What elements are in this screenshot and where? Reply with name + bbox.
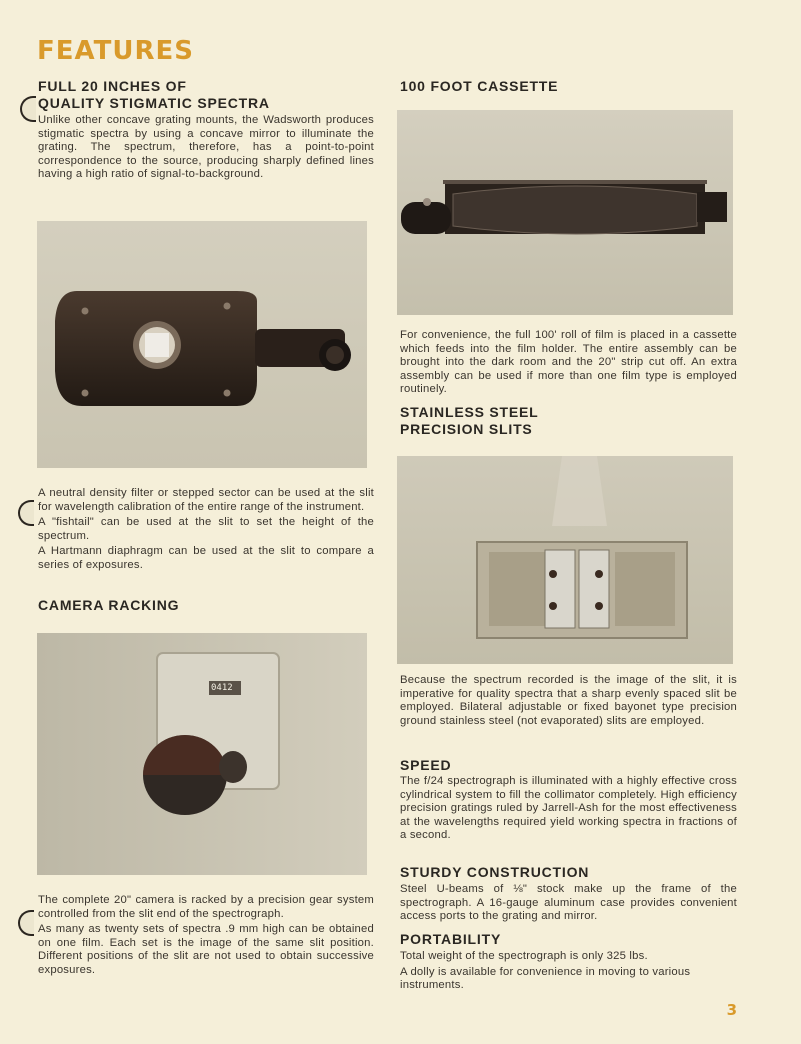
filter-paragraph: A "fishtail" can be used at the slit to set the height of the spectrum. (38, 516, 374, 542)
binder-hole (20, 96, 36, 122)
binder-hole (18, 500, 34, 526)
camera-racking-photo (37, 633, 367, 875)
camera-racking-illustration (37, 633, 367, 875)
slit-illustration (397, 456, 733, 664)
slits-body: Because the spectrum recorded is the image of the slit, it is imperative for quality spectra that a sharp evenly spaced slit be employed. Bilateral adjustable or fixed bayonet type precision ground stainless steel (not evaporated) slits are employed. (400, 674, 737, 727)
portability-paragraph: Total weight of the spectrograph is only 325 lbs. (400, 950, 648, 962)
cassette-body: For convenience, the full 100' roll of film is placed in a cassette which feeds into the film holder. The entire assembly can be brought into the dark room and the 20" strip cut off. An extra assembly can be used if more than one film type is employed routinely. (400, 329, 737, 396)
camera-paragraph: As many as twenty sets of spectra .9 mm high can be obtained on one film. Each set is the image of the same slit position. Different positions of the slit are not used to obtain successive exposures. (38, 923, 374, 976)
binder-hole (18, 910, 34, 936)
page-number: 3 (726, 1001, 737, 1019)
camera-heading: CAMERA RACKING (38, 597, 180, 613)
stigmatic-body: Unlike other concave grating mounts, the Wadsworth produces stigmatic spectra by using a concave mirror to illuminate the grating. The spectrum, therefore, has a point-to-point correspondence to the source, producing sharply defined lines having a high ratio of signal-to-background. (38, 114, 374, 181)
sturdy-heading: STURDY CONSTRUCTION (400, 864, 590, 880)
slit-photo (397, 456, 733, 664)
portability-text (400, 950, 737, 995)
stigmatic-heading-line2: QUALITY STIGMATIC SPECTRA (38, 95, 270, 111)
camera-paragraph: The complete 20" camera is racked by a precision gear system controlled from the slit end of the spectrograph. (38, 894, 374, 920)
portability-heading: PORTABILITY (400, 931, 502, 947)
page-title: FEATURES (37, 36, 194, 66)
filter-paragraph: A neutral density filter or stepped sector can be used at the slit for wavelength calibration of the entire range of the instrument. (38, 487, 374, 513)
slits-heading-line2: PRECISION SLITS (400, 421, 533, 437)
cassette-illustration (397, 110, 733, 315)
filter-text (38, 487, 374, 575)
filter-holder-illustration (37, 221, 367, 468)
stigmatic-heading (38, 78, 378, 112)
portability-paragraph: A dolly is available for convenience in moving to various instruments. (400, 965, 691, 992)
speed-heading: SPEED (400, 757, 452, 773)
stigmatic-heading-line1: FULL 20 INCHES OF (38, 78, 187, 94)
speed-body: The f/24 spectrograph is illuminated with a highly effective cross cylindrical system to fill the collimator completely. High efficiency precision gratings ruled by Jarrell-Ash for the most effectiveness at the wavelengths required yield working spectra in fractions of a second. (400, 775, 737, 842)
counter-readout: 0412 (211, 683, 233, 693)
sturdy-body: Steel U-beams of ⅛" stock make up the frame of the spectrograph. A 16-gauge aluminum case provides convenient access ports to the grating and mirror. (400, 883, 737, 923)
cassette-heading: 100 FOOT CASSETTE (400, 78, 559, 94)
camera-text (38, 894, 374, 980)
filter-holder-photo (37, 221, 367, 468)
cassette-photo (397, 110, 733, 315)
slits-heading (400, 404, 539, 438)
filter-paragraph: A Hartmann diaphragm can be used at the slit to compare a series of exposures. (38, 545, 374, 571)
slits-heading-line1: STAINLESS STEEL (400, 404, 539, 420)
